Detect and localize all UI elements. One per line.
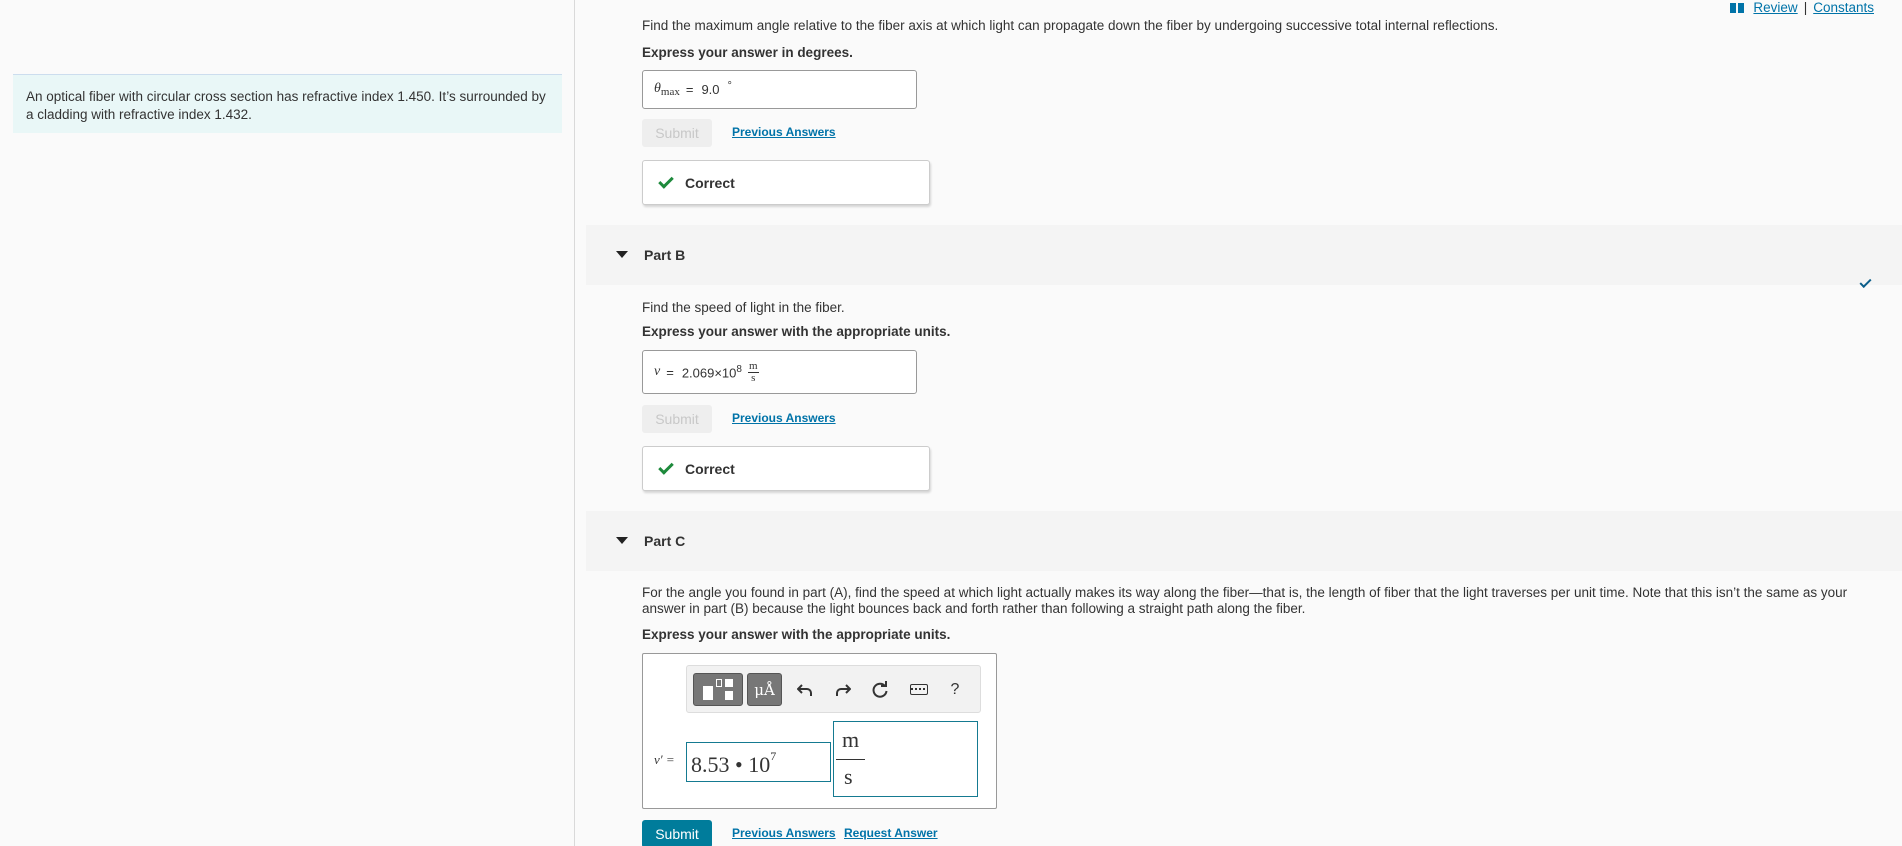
part-a-equals: =	[685, 82, 694, 97]
part-b-question: Find the speed of light in the fiber.	[642, 300, 845, 315]
units-icon: μÅ	[754, 680, 775, 699]
problem-pane	[0, 0, 575, 846]
check-icon	[658, 459, 674, 475]
part-a-question: Find the maximum angle relative to the fiber axis at which light can propagate down the fiber by undergoing successive total internal reflections.	[642, 18, 1499, 33]
undo-icon	[797, 683, 813, 697]
part-a-feedback-label: Correct	[685, 174, 735, 191]
caret-down-icon	[616, 537, 628, 544]
questions-pane	[576, 0, 1902, 846]
part-c-previous-answers-link[interactable]: Previous Answers	[732, 826, 836, 840]
part-a-value: 9.0	[701, 82, 720, 97]
undo-button[interactable]	[791, 673, 819, 706]
keyboard-button[interactable]	[905, 673, 933, 706]
help-icon: ?	[950, 680, 960, 698]
part-b-submit-button[interactable]: Submit	[642, 405, 712, 433]
part-b-unit: m s	[748, 359, 758, 384]
problem-statement: An optical fiber with circular cross section has refractive index 1.450. It’s surrounded by a cladding with refractive index 1.432.	[13, 74, 562, 133]
reset-button[interactable]	[866, 673, 894, 706]
reset-icon	[871, 681, 889, 699]
part-a-instruction: Express your answer in degrees.	[642, 45, 853, 60]
redo-button[interactable]	[829, 673, 857, 706]
part-c-title: Part C	[644, 533, 686, 549]
part-b-equals: =	[666, 364, 674, 380]
review-link[interactable]: Review	[1753, 0, 1798, 15]
keyboard-icon	[910, 684, 928, 695]
part-a-submit-button[interactable]: Submit	[642, 119, 712, 147]
part-b-value: $2.069\times 10^8$	[681, 363, 742, 381]
part-b-feedback-label: Correct	[685, 460, 735, 477]
caret-down-icon	[616, 251, 628, 258]
part-a-previous-answers-link[interactable]: Previous Answers	[732, 125, 836, 139]
part-b-previous-answers-link[interactable]: Previous Answers	[732, 411, 836, 425]
part-b-variable: v	[654, 364, 661, 379]
part-b-header[interactable]	[586, 225, 1902, 285]
part-c-instruction: Express your answer with the appropriate units.	[642, 627, 951, 642]
editor-toolbar	[686, 665, 981, 713]
part-b-instruction: Express your answer with the appropriate units.	[642, 324, 951, 339]
link-separator: |	[1803, 0, 1808, 15]
part-b-feedback	[642, 446, 930, 491]
part-c-request-answer-link[interactable]: Request Answer	[844, 826, 938, 840]
part-c-math-editor	[642, 653, 997, 809]
help-button[interactable]	[941, 673, 969, 706]
part-b-answer-field	[642, 350, 917, 394]
part-c-submit-button[interactable]: Submit	[642, 820, 712, 846]
redo-icon	[835, 683, 851, 697]
part-c-variable: v′ =	[654, 752, 675, 767]
part-a-variable: $\theta_{max}$	[654, 81, 680, 98]
top-links	[1730, 0, 1874, 15]
fraction-bar	[836, 759, 865, 760]
templates-button[interactable]	[693, 673, 743, 706]
part-a-unit: °	[727, 79, 732, 92]
check-icon	[658, 173, 674, 189]
constants-link[interactable]: Constants	[1813, 0, 1874, 15]
units-button[interactable]	[747, 673, 782, 706]
unit-numerator: m	[842, 727, 860, 752]
part-c-header[interactable]	[586, 511, 1902, 571]
part-b-title: Part B	[644, 247, 686, 263]
unit-denominator: s	[844, 764, 853, 789]
templates-icon	[700, 677, 736, 703]
part-a-answer-field	[642, 70, 917, 109]
book-icon	[1730, 3, 1744, 13]
part-c-question: For the angle you found in part (A), find the speed at which light actually makes its way along the fiber—that is, the length of fiber that the light traverses per unit time. Note that this isn’t the same as your answer in part (B) because the light bounces back and forth rather than following a straight path along the fiber.	[642, 585, 1848, 616]
part-c-value-input[interactable]: 8.53 • $10^7$	[686, 742, 831, 782]
part-a-feedback	[642, 160, 930, 205]
part-c-unit-input[interactable]	[833, 721, 978, 797]
